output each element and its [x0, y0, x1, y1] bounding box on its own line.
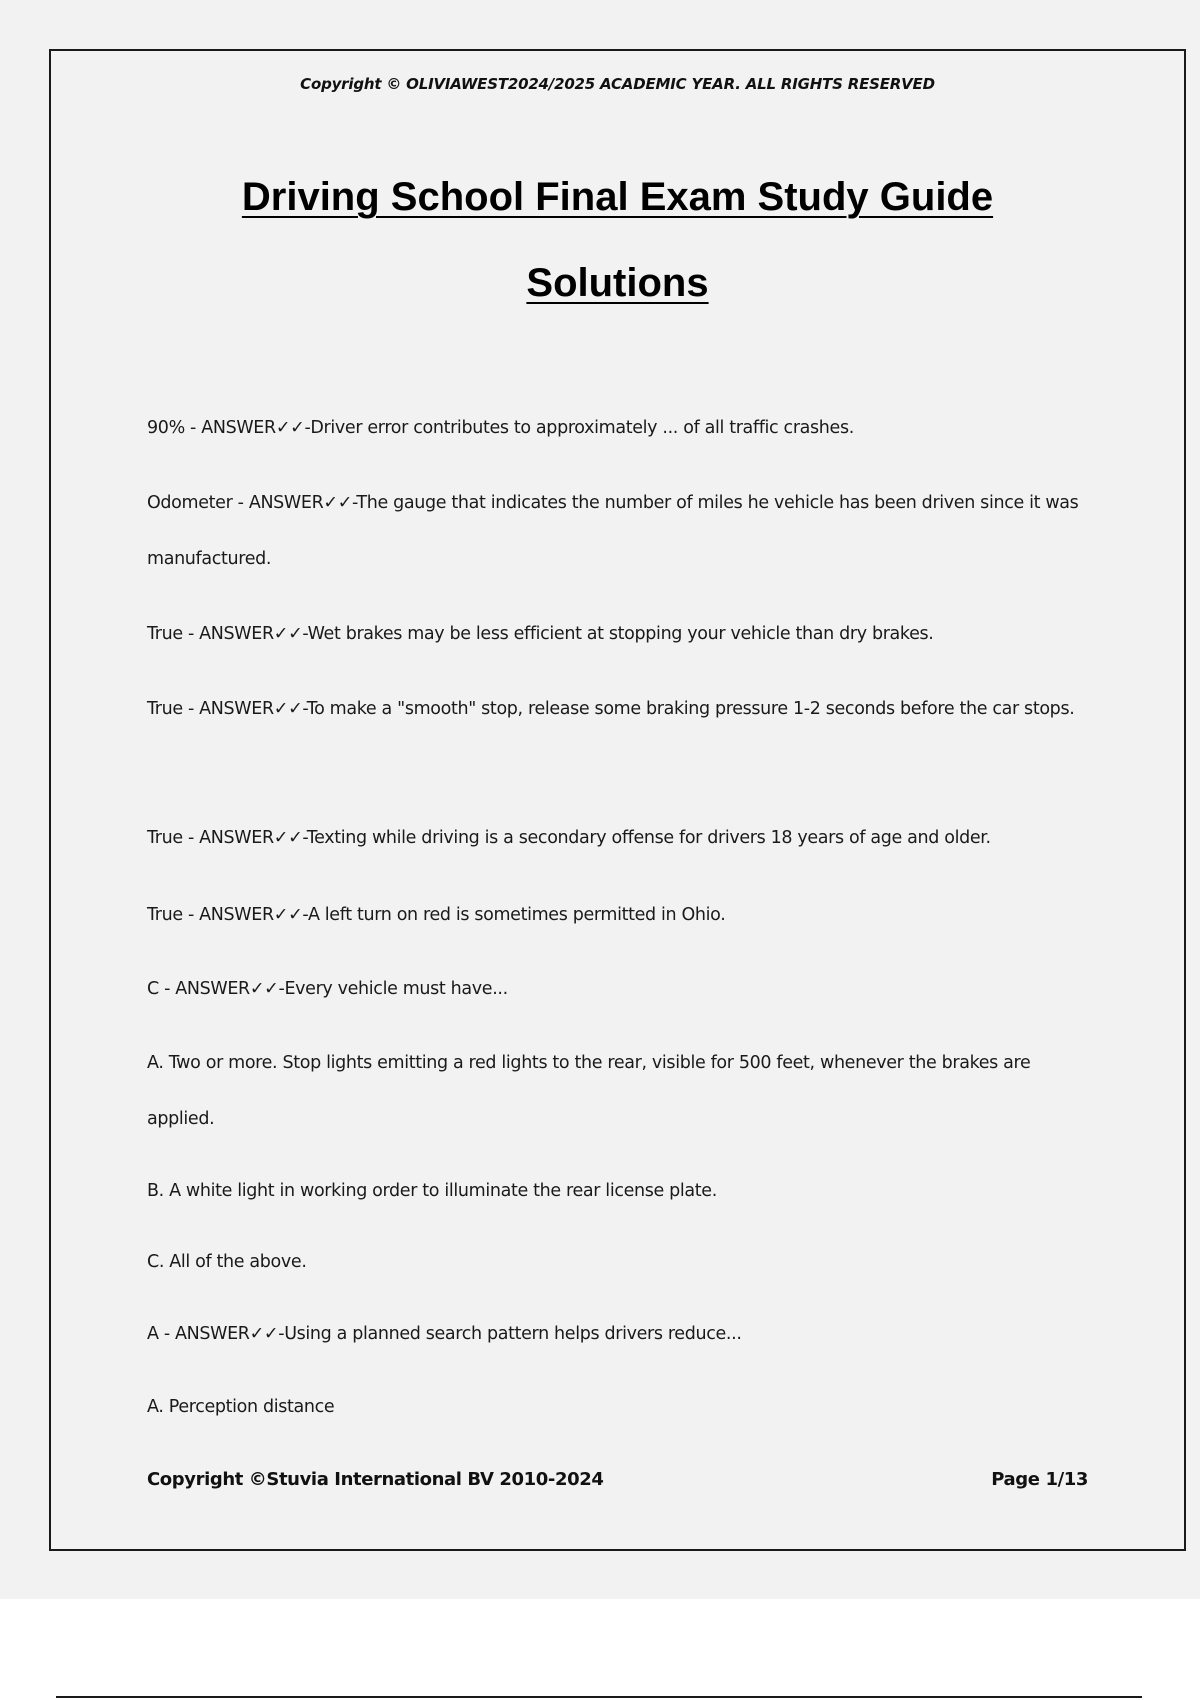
qa-entry: C. All of the above. [147, 1252, 307, 1272]
qa-entry: True - ANSWER✓✓-Wet brakes may be less efficient at stopping your vehicle than dry brakes. [147, 624, 934, 644]
qa-entry: A. Two or more. Stop lights emitting a red lights to the rear, visible for 500 feet, whenever the brakes are applied. [147, 1053, 1031, 1129]
qa-entry: 90% - ANSWER✓✓-Driver error contributes to approximately ... of all traffic crashes. [147, 418, 854, 438]
document-page [49, 49, 1186, 1551]
document-title [51, 175, 1184, 220]
next-page-border [56, 1696, 1142, 1698]
header-copyright: Copyright © OLIVIAWEST2024/2025 ACADEMIC YEAR. ALL RIGHTS RESERVED [300, 75, 935, 93]
qa-entry: B. A white light in working order to illuminate the rear license plate. [147, 1181, 717, 1201]
page-number: Page 1/13 [991, 1469, 1088, 1490]
document-title-continued [51, 261, 1184, 306]
qa-entry: Odometer - ANSWER✓✓-The gauge that indicates the number of miles he vehicle has been driven since it was manufactured. [147, 493, 1079, 569]
document-title-line-2: Solutions [526, 261, 709, 305]
footer-copyright: Copyright ©Stuvia International BV 2010-2024 [147, 1469, 604, 1490]
document-title-line-1: Driving School Final Exam Study Guide [241, 175, 994, 219]
qa-entry: A. Perception distance [147, 1397, 335, 1417]
qa-entry: A - ANSWER✓✓-Using a planned search pattern helps drivers reduce... [147, 1324, 742, 1344]
qa-entry: True - ANSWER✓✓-A left turn on red is sometimes permitted in Ohio. [147, 905, 726, 925]
qa-entry: C - ANSWER✓✓-Every vehicle must have... [147, 979, 508, 999]
qa-entry: True - ANSWER✓✓-To make a "smooth" stop, release some braking pressure 1-2 seconds before the car stops. [147, 699, 1075, 719]
qa-entry: True - ANSWER✓✓-Texting while driving is a secondary offense for drivers 18 years of age and older. [147, 828, 991, 848]
